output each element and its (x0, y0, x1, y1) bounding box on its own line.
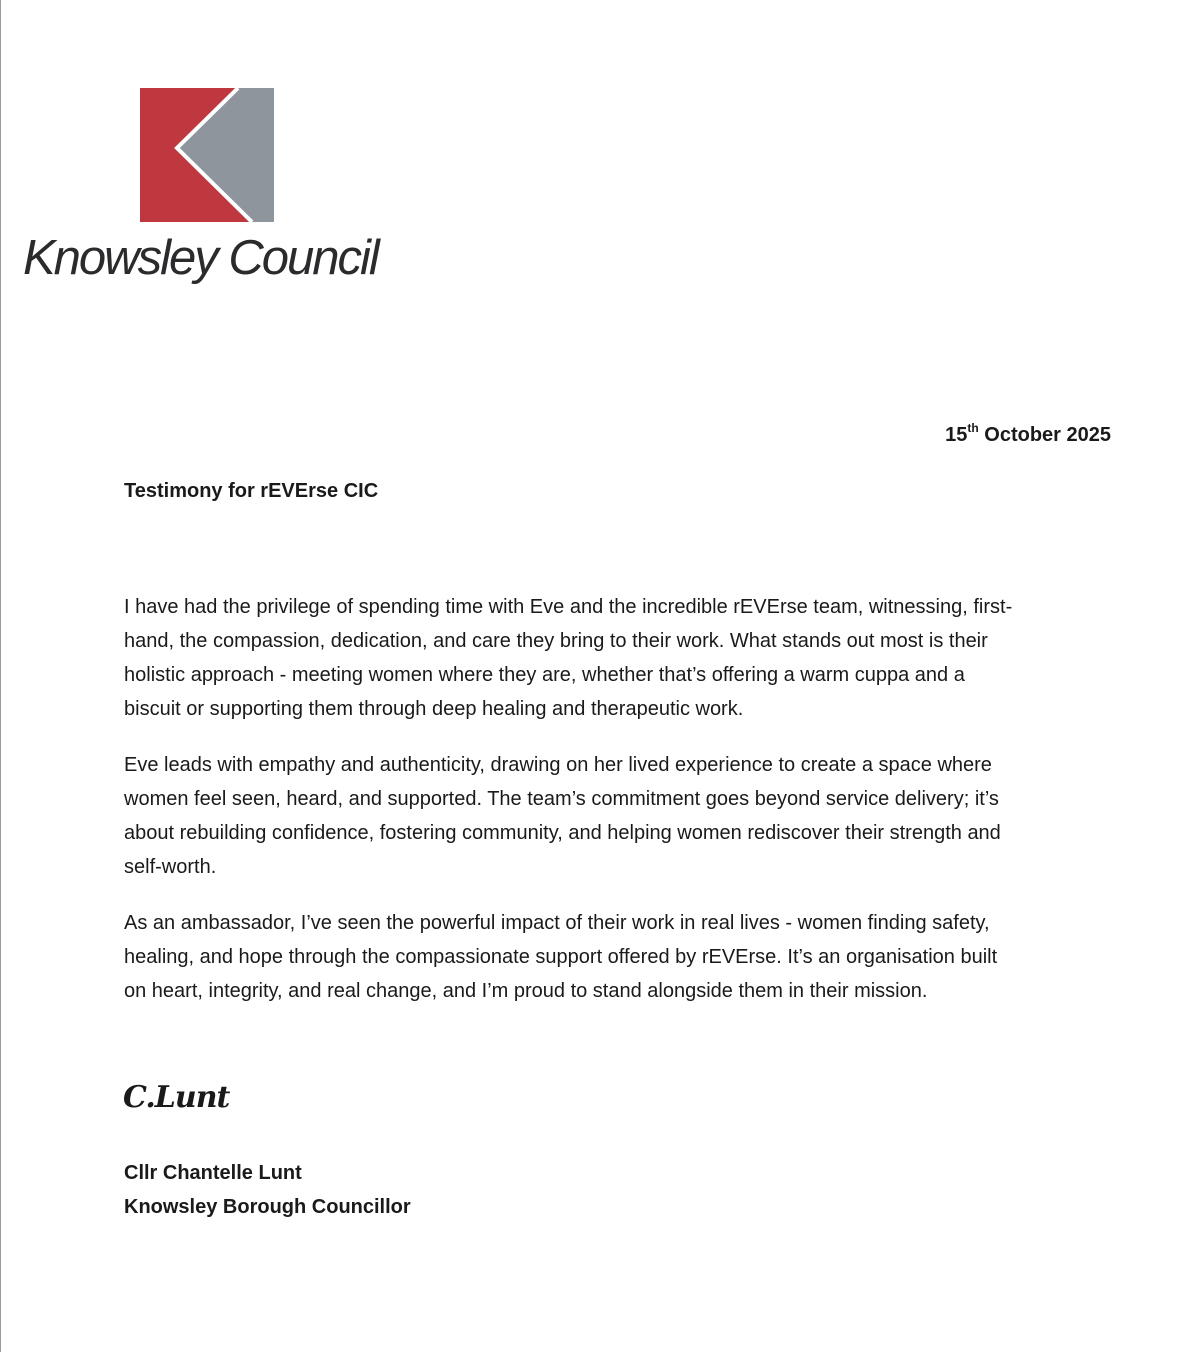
paragraph (124, 590, 1124, 726)
date-rest: October 2025 (978, 424, 1111, 446)
text-line: about rebuilding confidence, fostering community, and helping women rediscover their strength and (124, 822, 1001, 844)
signoff (124, 1156, 411, 1224)
date-day: 15 (945, 424, 968, 446)
letter-body (124, 590, 1124, 1030)
knowsley-logo-icon (140, 88, 274, 222)
paragraph (124, 906, 1124, 1008)
text-line: hand, the compassion, dedication, and care they bring to their work. What stands out most is their (124, 630, 988, 652)
paragraph (124, 748, 1124, 884)
text-line: healing, and hope through the compassionate support offered by rEVErse. It’s an organisation built (124, 946, 998, 968)
signatory-name: Cllr Chantelle Lunt (124, 1162, 302, 1184)
date-suffix: th (967, 421, 979, 435)
text-line: biscuit or supporting them through deep healing and therapeutic work. (124, 698, 744, 720)
logo-text: Knowsley Council (23, 231, 378, 285)
letter-date (945, 421, 1111, 447)
text-line: women feel seen, heard, and supported. The team’s commitment goes beyond service delivery; it’s (124, 788, 999, 810)
signature: C.Lunt (123, 1080, 230, 1115)
signatory-title: Knowsley Borough Councillor (124, 1196, 411, 1218)
text-line: self-worth. (124, 856, 217, 878)
letter-subject: Testimony for rEVErse CIC (124, 480, 379, 502)
text-line: Eve leads with empathy and authenticity, drawing on her lived experience to create a space where (124, 754, 992, 776)
text-line: on heart, integrity, and real change, and I’m proud to stand alongside them in their mission. (124, 980, 928, 1002)
text-line: As an ambassador, I’ve seen the powerful impact of their work in real lives - women finding safety, (124, 912, 990, 934)
text-line: I have had the privilege of spending time with Eve and the incredible rEVErse team, witnessing, first- (124, 596, 1013, 618)
text-line: holistic approach - meeting women where they are, whether that’s offering a warm cuppa and a (124, 664, 965, 686)
